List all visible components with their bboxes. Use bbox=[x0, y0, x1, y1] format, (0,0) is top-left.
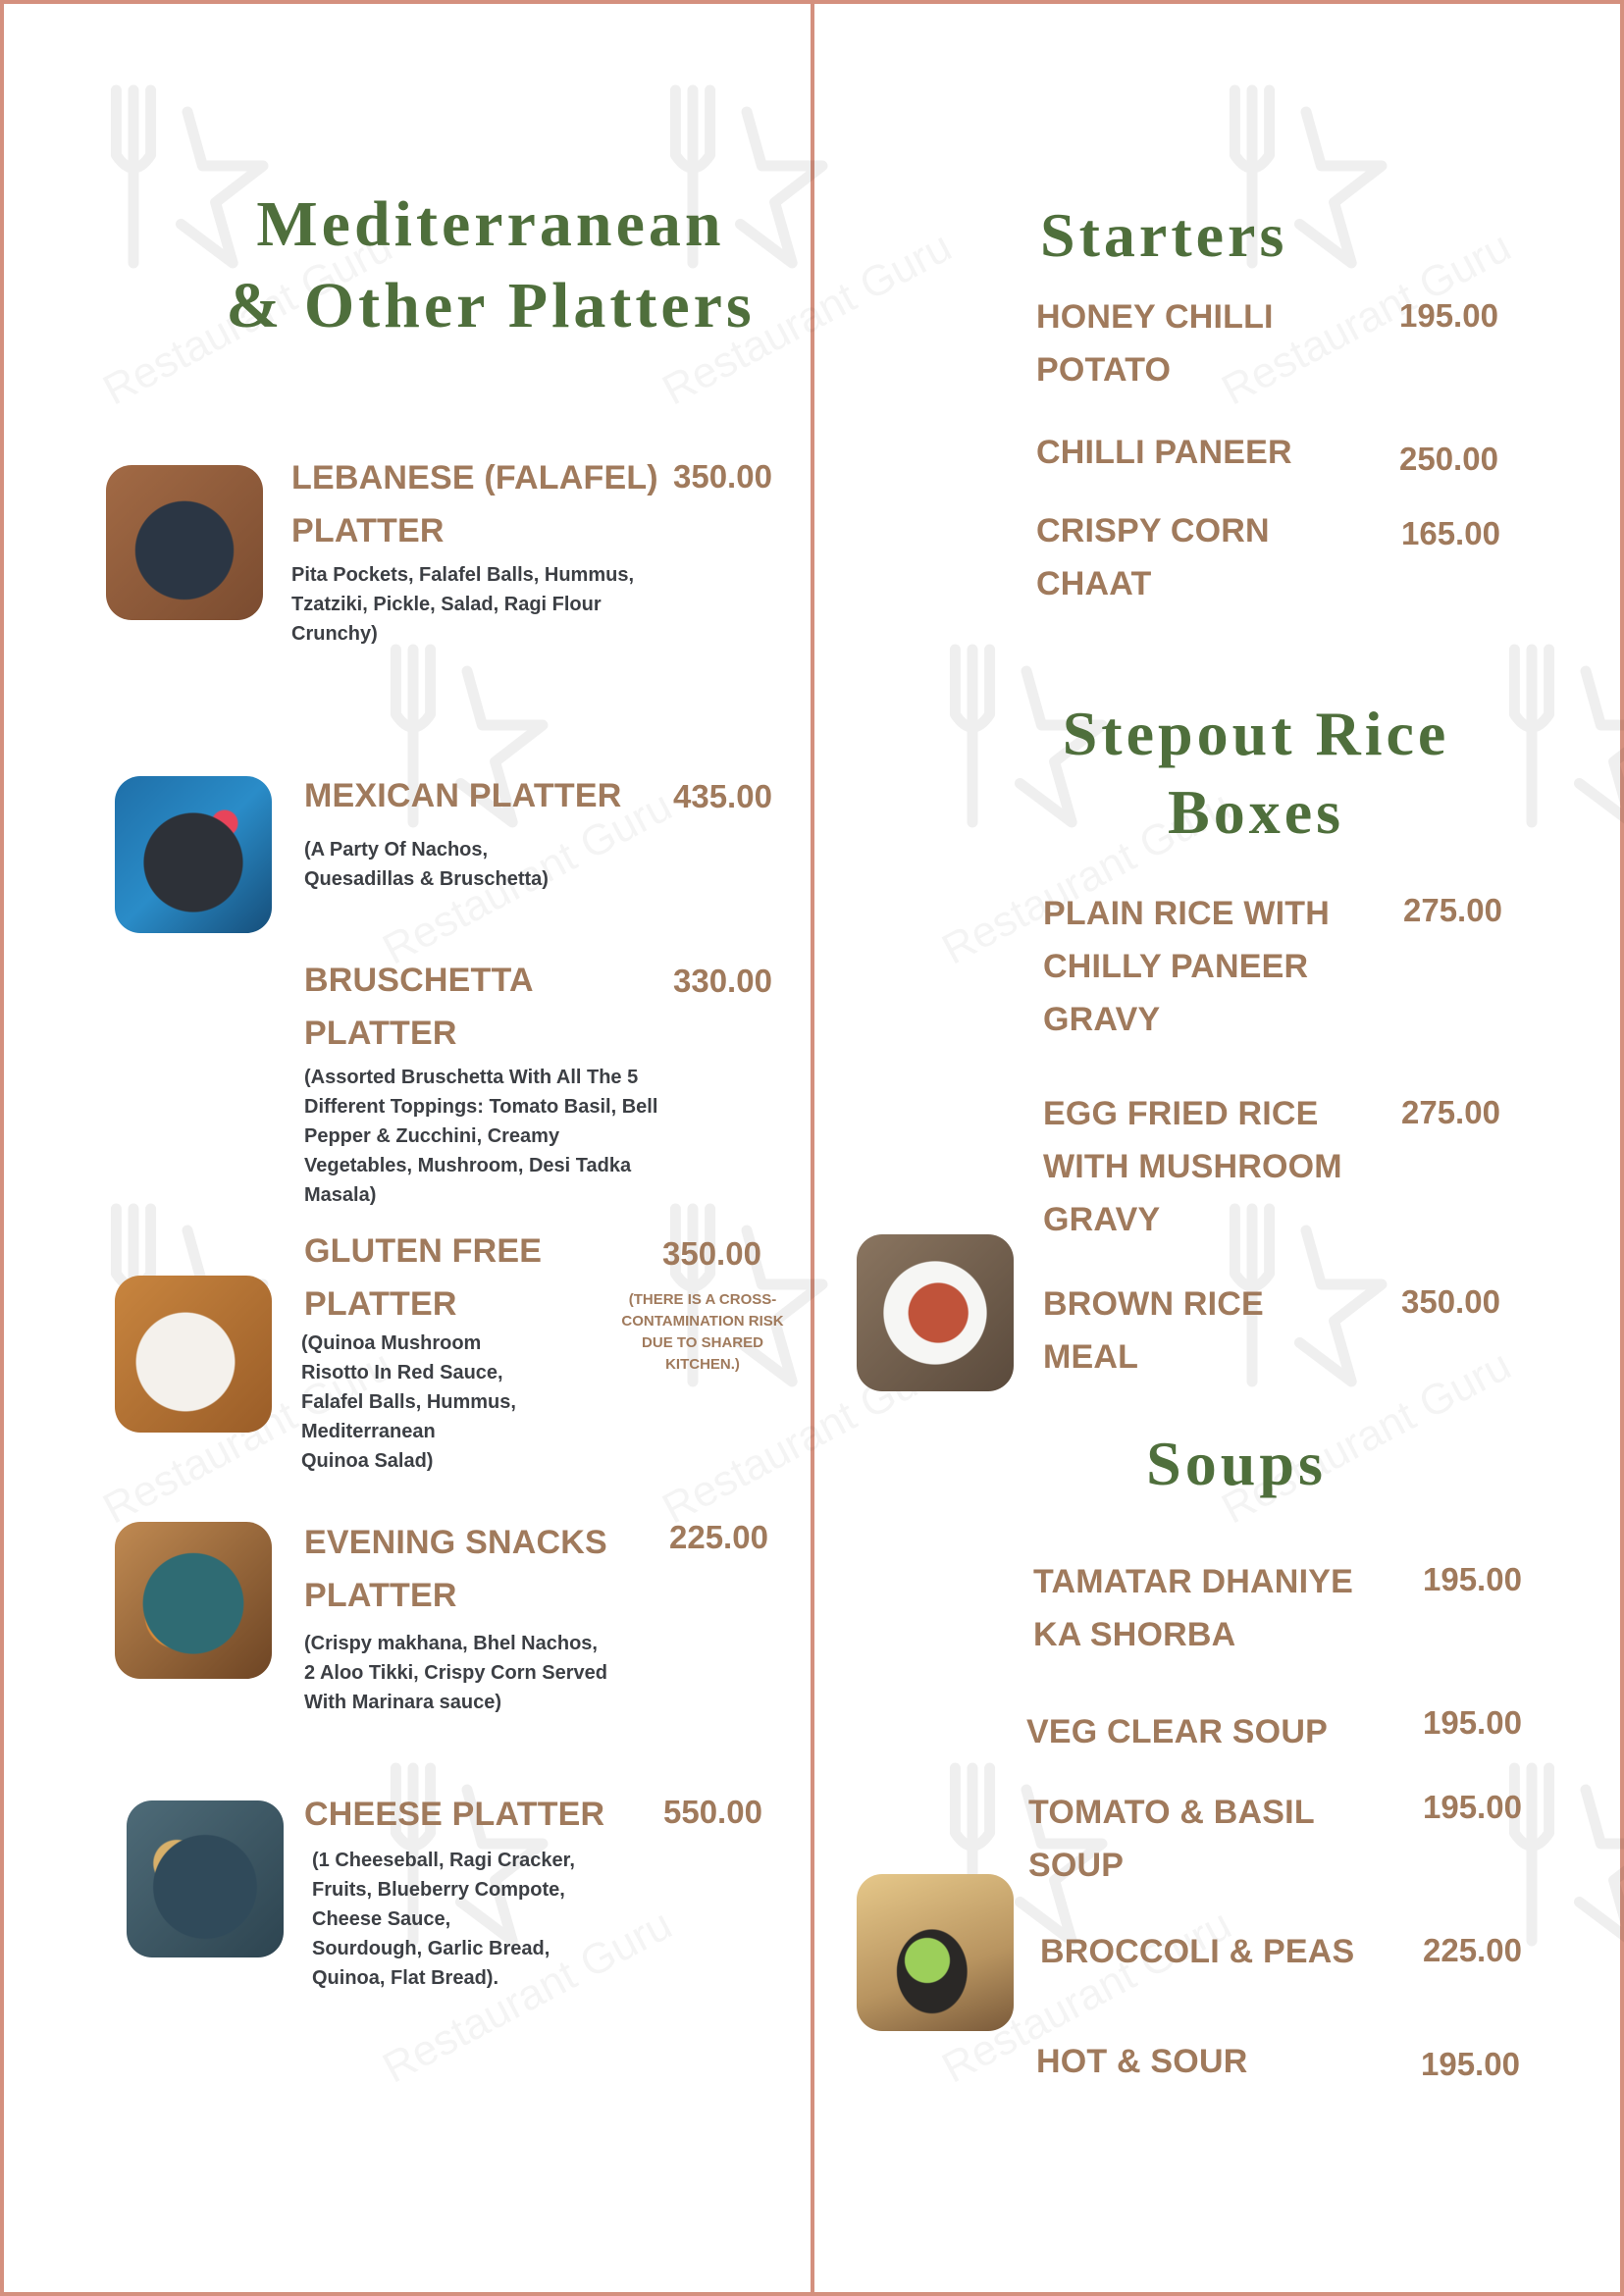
item-description: (1 Cheeseball, Ragi Cracker, Fruits, Blueberry Compote, Cheese Sauce, Sourdough, Garlic Bread, Quinoa, Flat Bread). bbox=[312, 1850, 575, 1989]
item-price: 195.00 bbox=[1423, 1704, 1522, 1741]
item-name: CHILLI PANEER bbox=[1036, 434, 1292, 471]
broccoli-soup-photo bbox=[857, 1874, 1014, 2031]
item-price: 350.00 bbox=[662, 1235, 761, 1272]
item-name: TAMATAR DHANIYE KA SHORBA bbox=[1033, 1563, 1353, 1653]
item-name: HOT & SOUR bbox=[1036, 2043, 1248, 2080]
brown-rice-meal-photo bbox=[857, 1234, 1014, 1391]
item-price: 330.00 bbox=[673, 963, 772, 999]
item-name: BROCCOLI & PEAS bbox=[1040, 1933, 1355, 1970]
evening-snacks-platter-photo bbox=[115, 1522, 272, 1679]
gluten-free-platter-photo bbox=[115, 1276, 272, 1433]
cross-contamination-note: (THERE IS A CROSS- CONTAMINATION RISK DUE TO SHARED KITCHEN.) bbox=[621, 1291, 784, 1373]
item-name: GLUTEN FREE PLATTER bbox=[304, 1232, 543, 1323]
item-price: 225.00 bbox=[669, 1519, 768, 1555]
item-name: EGG FRIED RICE WITH MUSHROOM GRAVY bbox=[1043, 1095, 1342, 1238]
item-price: 195.00 bbox=[1423, 1789, 1522, 1825]
item-description: (Assorted Bruschetta With All The 5 Different Toppings: Tomato Basil, Bell Pepper & Zucchini, Creamy Vegetables, Mushroom, Desi Tadka Masala) bbox=[304, 1067, 658, 1206]
item-description: Pita Pockets, Falafel Balls, Hummus, Tzatziki, Pickle, Salad, Ragi Flour Crunchy) bbox=[291, 564, 635, 645]
section-title-rice-boxes: Stepout Rice Boxes bbox=[1062, 699, 1450, 847]
item-name: EVENING SNACKS PLATTER bbox=[304, 1524, 607, 1614]
cheese-platter-photo bbox=[127, 1800, 284, 1957]
item-price: 165.00 bbox=[1401, 515, 1500, 551]
item-name: BRUSCHETTA PLATTER bbox=[304, 962, 534, 1052]
mexican-platter-photo bbox=[115, 776, 272, 933]
item-name: BROWN RICE MEAL bbox=[1043, 1285, 1264, 1376]
item-name: CHEESE PLATTER bbox=[304, 1796, 605, 1833]
item-price: 350.00 bbox=[673, 458, 772, 495]
section-title-soups: Soups bbox=[1146, 1429, 1327, 1498]
section-title-platters: Mediterranean & Other Platters bbox=[226, 188, 756, 341]
page-divider bbox=[811, 0, 814, 2296]
item-price: 275.00 bbox=[1403, 892, 1502, 928]
item-description: (A Party Of Nachos, Quesadillas & Bruschetta) bbox=[304, 839, 549, 890]
item-price: 350.00 bbox=[1401, 1283, 1500, 1320]
item-name: VEG CLEAR SOUP bbox=[1026, 1713, 1328, 1750]
item-price: 275.00 bbox=[1401, 1094, 1500, 1130]
item-description: (Crispy makhana, Bhel Nachos, 2 Aloo Tikki, Crispy Corn Served With Marinara sauce) bbox=[304, 1633, 607, 1713]
item-name: LEBANESE (FALAFEL) PLATTER bbox=[291, 459, 658, 549]
item-name: MEXICAN PLATTER bbox=[304, 777, 622, 814]
item-price: 195.00 bbox=[1421, 2046, 1520, 2082]
item-price: 225.00 bbox=[1423, 1932, 1522, 1968]
item-price: 195.00 bbox=[1423, 1561, 1522, 1597]
item-price: 435.00 bbox=[673, 778, 772, 814]
item-name: CRISPY CORN CHAAT bbox=[1036, 512, 1270, 602]
item-name: PLAIN RICE WITH CHILLY PANEER GRAVY bbox=[1043, 895, 1330, 1038]
item-price: 550.00 bbox=[663, 1794, 762, 1830]
item-name: HONEY CHILLI POTATO bbox=[1036, 298, 1274, 389]
item-name: TOMATO & BASIL SOUP bbox=[1028, 1794, 1315, 1884]
item-price: 195.00 bbox=[1399, 297, 1498, 334]
falafel-platter-photo bbox=[106, 465, 263, 620]
section-title-starters: Starters bbox=[1040, 200, 1288, 270]
item-description: (Quinoa Mushroom Risotto In Red Sauce, Falafel Balls, Hummus, Mediterranean Quinoa Salad) bbox=[301, 1332, 516, 1472]
item-price: 250.00 bbox=[1399, 441, 1498, 477]
